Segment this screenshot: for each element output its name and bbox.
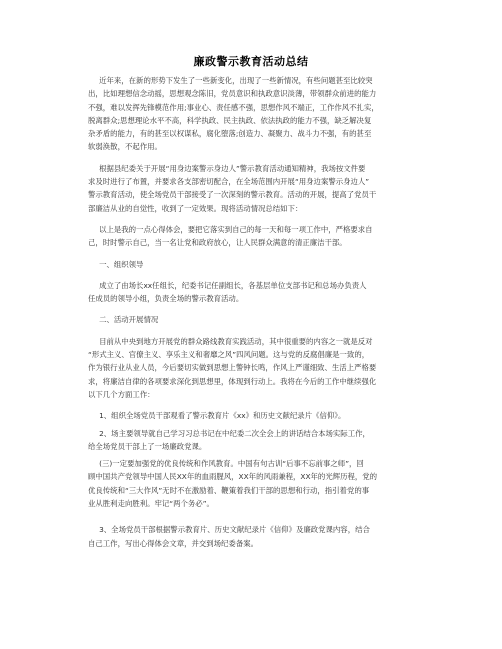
text-line: 近年来，在新的形势下发生了一些新变化，出现了一些新情况，有些问题甚至比较突 [99,76,373,85]
text-line: 业从胜利走向胜利。牢记“两个务必”。 [88,499,214,509]
paragraph-notice [88,162,418,215]
text-line: 2、场主要领导就自己学习习总书记在中纪委二次全会上的讲话结合本场实际工作， [99,428,370,438]
document-title: 廉政警示教育活动总结 [193,55,309,68]
text-line: 任成员的领导小组，负责全场的警示教育活动。 [88,294,244,304]
text-line: 作为银行业从业人员，今后要切实做到思想上警钟长鸣，作风上严谨细致、生活上严格要 [88,363,377,373]
text-line: 自己工作，写出心得体会文章，并交到场纪委备案。 [88,538,258,548]
list-item [88,427,418,454]
text-line: 求，将廉洁自律的各项要求深化到思想里，体现到行动上。我将在今后的工作中继续强化 [88,376,377,386]
text-line: “形式主义、官僚主义、享乐主义和奢靡之风”四风问题。这与党的反腐倡廉是一致的， [88,350,370,360]
text-line: 部廉洁从业的自觉性，收到了一定效果。现将活动情况总结如下： [88,203,303,213]
list-item [88,523,418,550]
text-line: 3、全场党员干部根据警示教育片、历史文献纪录片《信仰》及廉政党课内容，结合 [99,525,370,535]
text-line: 以上是我的一点心得体会，要把它落实到自己的每一天和每一项工作中，严格要求自 [99,224,373,234]
paragraph-activities [88,335,418,401]
paragraph-intro [88,74,418,154]
text-line: 杂矛盾的能力，有的甚至以权谋私，腐化堕落;创造力、凝聚力、战斗力不强，有的甚至 [88,129,372,139]
text-line: 根据县纪委关于开展“用身边案警示身边人”警示教育活动通知精神，我场按文件要 [99,163,366,173]
text-line: 目前从中央到地方开展党的群众路线教育实践活动，其中很重要的内容之一就是反对 [99,336,373,346]
text-line: 脱离群众;思想理论水平不高，科学执政、民主执政、依法执政的能力不强，缺乏解决复 [88,115,372,125]
paragraph-leadership [88,279,418,306]
text-line: 以下几个方面工作： [88,389,155,399]
text-line: 优良传统和“三大作风”无时不在激励着、鞭策着我们干部的思想和行动，指引着党的事 [88,485,370,495]
text-line: 警示教育活动，使全场党员干部接受了一次深刻的警示教育。活动的开展，提高了党员干 [88,190,377,200]
text-line: (三)一定要加强党的优良传统和作风教育。中国有句古训“后事不忘前事之师”，回 [99,459,364,469]
section-heading: 二、活动开展情况 [99,315,159,325]
document-body [88,74,418,550]
text-line: 不强，难以发挥先锋模范作用;事业心、责任感不强，思想作风不端正，工作作风不扎实， [88,102,379,112]
paragraph-tradition [88,457,418,510]
text-line: 出，比如理想信念动摇，思想观念陈旧，党员意识和执政意识淡薄，带领群众前进的能力 [88,89,377,99]
section-heading: 一、组织领导 [99,259,144,269]
paragraph-reflection [88,223,418,250]
text-line: 成立了由场长xx任组长，纪委书记任副组长，各基层单位支部书记和总场办负责人 [99,280,367,290]
text-line: 求及时进行了布置，并要求各支部密切配合，在全场范围内开展“用身边案警示身边人” [88,177,370,187]
text-line: 己，时时警示自己，当一名让党和政府放心，让人民群众满意的清正廉洁干部。 [88,238,347,248]
text-line: 软弱涣散，不起作用。 [88,142,162,152]
text-line: 顾中国共产党领导中国人民XX年的血雨腥风，XX年的风雨兼程，XX年的光辉历程，党的 [88,472,378,482]
text-line: 给全场党员干部上了一场廉政党课。 [88,441,207,451]
list-item: 1、组织全场党员干部观看了警示教育片《xx》和历史文献纪录片《信仰》。 [99,411,346,421]
